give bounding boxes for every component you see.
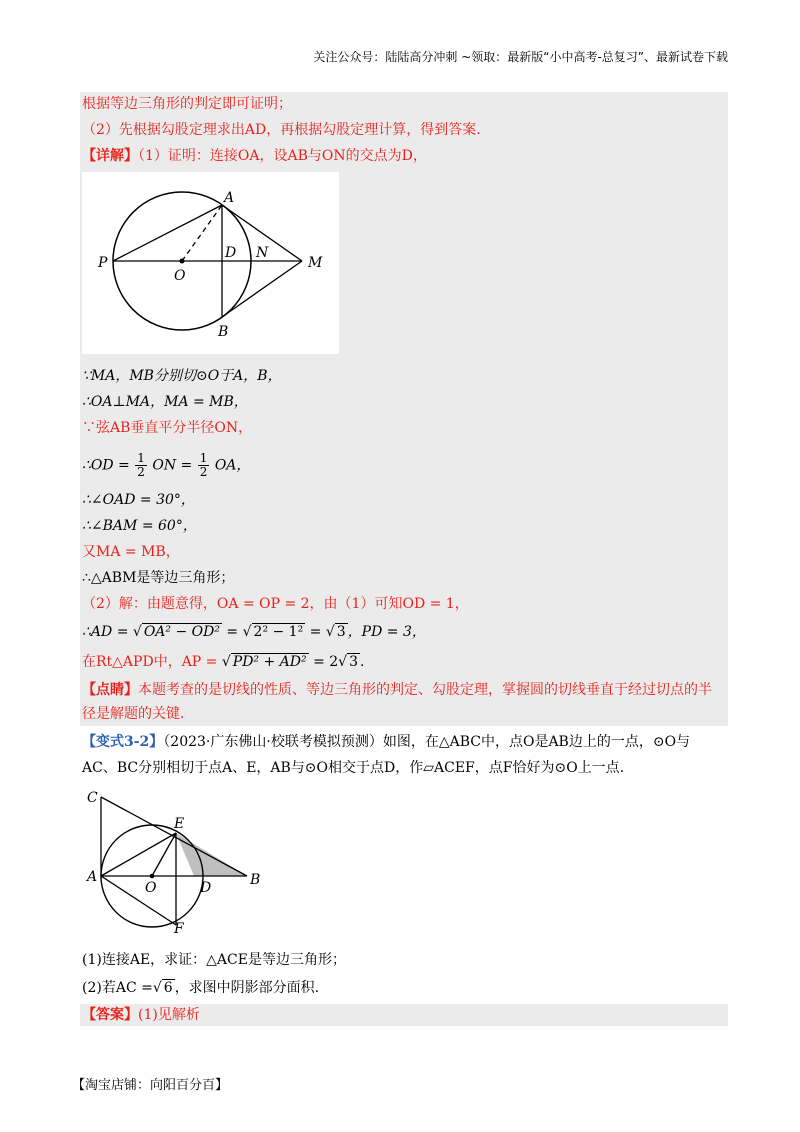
comment-line-1: 【点睛】本题考查的是切线的性质、等边三角形的判定、勾股定理，掌握圆的切线垂直于经过切点的半 xyxy=(82,682,712,698)
label-e: E xyxy=(174,816,185,832)
step-3: ∵弦AB垂直平分半径ON， xyxy=(82,420,253,436)
label-n: N xyxy=(256,245,269,261)
question-2: (2)若AC =√ 6 ，求图中阴影部分面积. xyxy=(82,980,320,996)
fraction-half-1: $\frac{1}{2}$ xyxy=(137,451,145,479)
detail-line xyxy=(82,146,427,166)
step-11: 在Rt△APD中，AP = √ PD² + AD² = 2√ 3 . xyxy=(82,654,365,670)
step-7: 又MA = MB， xyxy=(82,544,180,560)
detail-tag: 【详解】 xyxy=(82,148,138,164)
label-o: O xyxy=(145,880,157,896)
label-b: B xyxy=(250,872,261,888)
step-8: ∴△ABM是等边三角形； xyxy=(82,570,235,586)
step-4: ∴OD = $\frac{1}{2}$ ON = $\frac{1}{2}$ OA， xyxy=(82,451,251,479)
label-o: O xyxy=(174,268,186,284)
label-a: A xyxy=(224,190,235,206)
figure-1 xyxy=(82,172,339,354)
figure-1-diagram xyxy=(82,172,339,354)
fraction-half-2: $\frac{1}{2}$ xyxy=(199,451,208,479)
label-f: F xyxy=(174,921,184,933)
variant-line-1: 【变式3-2】（2023·广东佛山·校联考模拟预测）如图，在△ABC中，点O是AB边上的一点，⊙O与 xyxy=(82,734,691,750)
label-m: M xyxy=(308,255,323,271)
answer-tag: 【答案】 xyxy=(82,1007,138,1023)
variant-line-2: AC、BC分别相切于点A、E，AB与⊙O相交于点D，作▱ACEF，点F恰好为⊙O上一点. xyxy=(82,760,625,776)
step-2: ∴OA⊥MA，MA = MB， xyxy=(82,394,248,410)
label-b: B xyxy=(218,324,229,340)
page-header: 关注公众号：陆陆高分冲刺 ~领取：最新版“小中高考-总复习”、最新试卷下载 xyxy=(313,50,728,64)
label-p: P xyxy=(98,255,108,271)
page-footer: 【淘宝店铺：向阳百分百】 xyxy=(72,1078,229,1093)
step-9: （2）解：由题意得，OA = OP = 2，由（1）可知OD = 1， xyxy=(82,596,469,612)
step-5: ∴∠OAD = 30°， xyxy=(82,492,195,508)
step-10: ∴AD = √ OA² − OD² = √ 2² − 1² = √ 3 ，PD = 3， xyxy=(82,624,426,640)
solution-line-1: 根据等边三角形的判定即可证明； xyxy=(82,96,292,112)
label-d: D xyxy=(200,880,212,896)
label-c: C xyxy=(87,790,98,806)
solution-line-2: （2）先根据勾股定理求出AD，再根据勾股定理计算，得到答案. xyxy=(82,122,481,138)
figure-2-diagram xyxy=(82,783,262,933)
step-6: ∴∠BAM = 60°， xyxy=(82,518,197,534)
step-1: ∵MA，MB分别切⊙O于A，B， xyxy=(82,368,282,384)
question-1: (1)连接AE，求证：△ACE是等边三角形； xyxy=(82,952,346,968)
detail-text: （1）证明：连接OA，设AB与ON的交点为D， xyxy=(138,148,427,164)
label-d: D xyxy=(225,245,237,261)
label-a: A xyxy=(87,869,98,885)
comment-line-2: 径是解题的关键. xyxy=(82,706,185,722)
answer-line: 【答案】(1)见解析 xyxy=(82,1007,200,1023)
figure-2 xyxy=(82,783,262,933)
variant-tag: 【变式3-2】 xyxy=(82,734,164,750)
comment-tag: 【点睛】 xyxy=(82,682,138,698)
